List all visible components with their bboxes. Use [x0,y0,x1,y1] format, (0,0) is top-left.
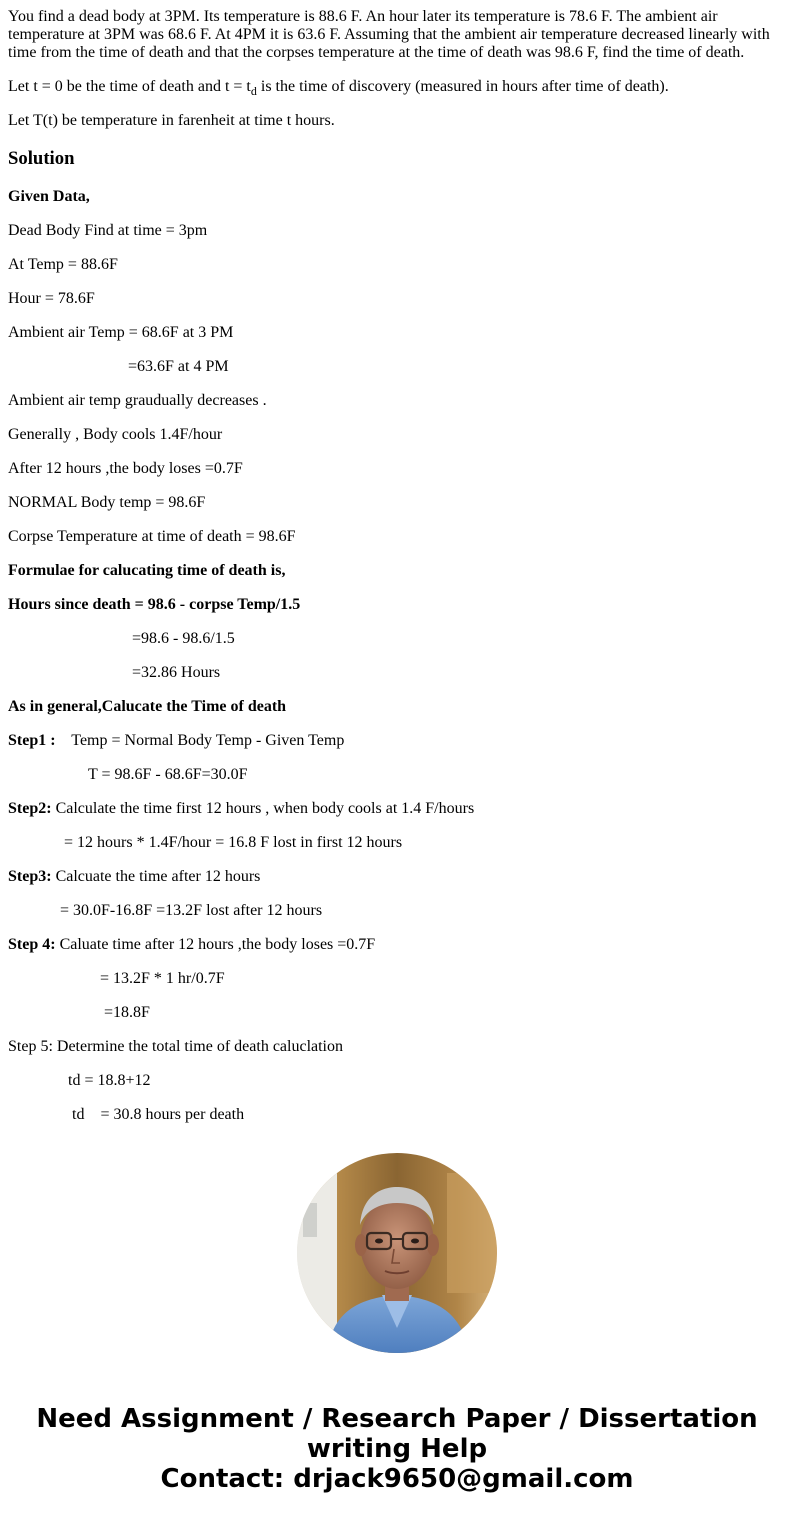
footer-line-1: Need Assignment / Research Paper / Dissertation [36,1404,758,1434]
definition-t-text: Let t = 0 be the time of death and t = t [8,78,251,95]
step-1-text: Temp = Normal Body Temp - Given Temp [71,732,345,749]
formula-label-text: Formulae for calucating time of death is, [8,562,286,579]
given-line: Ambient air Temp = 68.6F at 3 PM [8,324,234,341]
formula-step: =98.6 - 98.6/1.5 [132,630,235,647]
step-4-calc: = 13.2F * 1 hr/0.7F [100,970,225,987]
definition-T: Let T(t) be temperature in farenheit at time t hours. [8,112,335,129]
solution-document [8,8,786,1123]
given-line: =63.6F at 4 PM [128,358,229,375]
step-2 [8,800,786,818]
step-1 [8,732,786,750]
given-line: After 12 hours ,the body loses =0.7F [8,460,243,477]
step-5-calc: td = 18.8+12 [68,1072,151,1089]
given-line: NORMAL Body temp = 98.6F [8,494,206,511]
given-line: Corpse Temperature at time of death = 98.6F [8,528,296,545]
footer-contact-banner [0,1404,794,1494]
step-4-text: Caluate time after 12 hours ,the body loses =0.7F [55,936,376,953]
given-label-text: Given Data, [8,188,90,205]
given-label [8,188,786,206]
step-2-label: Step2: [8,800,52,817]
step-3-label: Step3: [8,868,52,885]
step-4 [8,936,786,954]
given-line: Ambient air temp graudually decreases . [8,392,267,409]
formula [8,596,786,614]
given-line: Generally , Body cools 1.4F/hour [8,426,223,443]
general-label-text: As in general,Calucate the Time of death [8,698,287,715]
given-line: Dead Body Find at time = 3pm [8,222,208,239]
step-2-calc: = 12 hours * 1.4F/hour = 16.8 F lost in first 12 hours [64,834,403,851]
subscript-d: d [250,84,257,98]
step-3 [8,868,786,886]
given-line: Hour = 78.6F [8,290,95,307]
footer-line-2: writing Help [306,1434,488,1464]
step-3-text: Calcuate the time after 12 hours [51,868,261,885]
formula-text: Hours since death = 98.6 - corpse Temp/1.5 [8,596,301,613]
step-3-calc: = 30.0F-16.8F =13.2F lost after 12 hours [60,902,323,919]
given-line: At Temp = 88.6F [8,256,118,273]
formula-step: =32.86 Hours [132,664,221,681]
step-4-label: Step 4: [8,936,56,953]
step-2-text: Calculate the time first 12 hours , when body cools at 1.4 F/hours [51,800,475,817]
step-1-label: Step1 : [8,732,56,749]
step-1-calc: T = 98.6F - 68.6F=30.0F [88,766,248,783]
footer-contact-email: Contact: drjack9650@gmail.com [160,1464,634,1494]
problem-statement: You find a dead body at 3PM. Its temperature is 88.6 F. An hour later its temperature is 78.6 F. The ambient air temperature at 3PM was 68.6 F. At 4PM it is 63.6 F. Assuming that the ambient air temperature decreased linearly with time from the time of death and that the corpses temperature at the time of death was 98.6 F, find the time of death. [8,8,770,61]
definition-t [8,78,786,96]
avatar-portrait-image [297,1153,497,1353]
general-label [8,698,786,716]
solution-heading: Solution [8,148,75,169]
definition-t-text-end: is the time of discovery (measured in hours after time of death). [256,78,669,95]
step-5: Step 5: Determine the total time of death caluclation [8,1038,343,1055]
step-4-calc: =18.8F [104,1004,150,1021]
author-avatar [297,1153,497,1353]
formula-label [8,562,786,580]
step-5-calc: td = 30.8 hours per death [72,1106,245,1123]
